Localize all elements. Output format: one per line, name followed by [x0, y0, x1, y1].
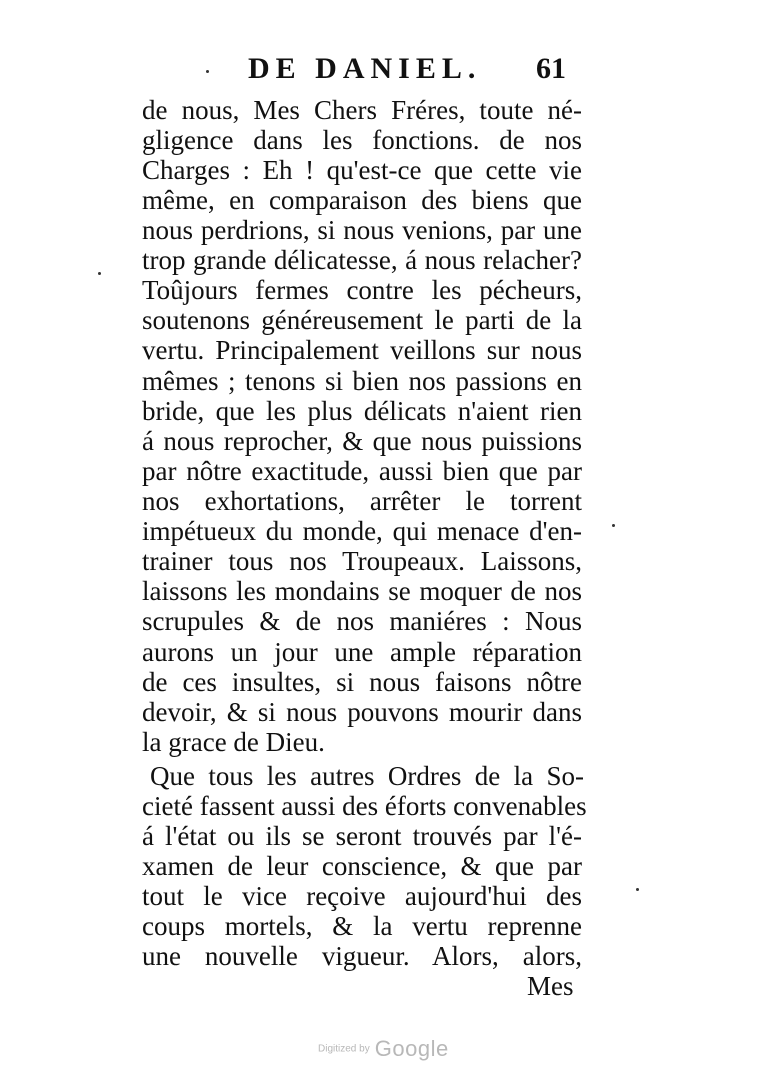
text-line: même, en comparaison des biens que — [142, 185, 582, 215]
text-line: mêmes ; tenons si bien nos passions en — [142, 366, 582, 396]
text-line: xamen de leur conscience, & que par — [142, 851, 582, 881]
catchword: Mes — [527, 971, 574, 1001]
running-title: DE DANIEL. — [248, 52, 482, 85]
text-line: Que tous les autres Ordres de la So- — [150, 761, 584, 791]
text-line: cieté fassent aussi des éforts convenables — [142, 791, 587, 821]
text-line: Charges : Eh ! qu'est-ce que cette vie — [142, 155, 582, 185]
google-logo: Google — [374, 1036, 449, 1061]
ink-speck — [612, 524, 615, 527]
text-line: vertu. Principalement veillons sur nous — [142, 335, 582, 365]
text-line: á l'état ou ils se seront trouvés par l'é- — [142, 821, 582, 851]
google-watermark — [318, 1036, 449, 1066]
text-line: nous perdrions, si nous venions, par une — [142, 215, 582, 245]
text-line: aurons un jour une ample réparation — [142, 637, 582, 667]
text-line: devoir, & si nous pouvons mourir dans — [142, 697, 582, 727]
text-line: soutenons généreusement le parti de la — [142, 305, 582, 335]
ink-speck — [206, 70, 209, 73]
text-line: trainer tous nos Troupeaux. Laissons, — [142, 546, 582, 576]
text-line: la grace de Dieu. — [142, 727, 325, 757]
running-head — [0, 50, 768, 90]
text-line: gligence dans les fonctions. de nos — [142, 125, 582, 155]
text-line: impétueux du monde, qui menace d'en- — [142, 516, 582, 546]
text-line: tout le vice reçoive aujourd'hui des — [142, 881, 582, 911]
page-number: 61 — [536, 52, 566, 85]
text-line: laissons les mondains se moquer de nos — [142, 576, 582, 606]
text-line: Toûjours fermes contre les pécheurs, — [142, 275, 582, 305]
text-line: coups mortels, & la vertu reprenne — [142, 911, 582, 941]
text-line: par nôtre exactitude, aussi bien que par — [142, 456, 582, 486]
text-line: scrupules & de nos maniéres : Nous — [142, 606, 582, 636]
text-line: á nous reprocher, & que nous puissions — [142, 426, 582, 456]
text-line: bride, que les plus délicats n'aient rien — [142, 396, 582, 426]
ink-speck — [636, 888, 639, 891]
text-line: une nouvelle vigueur. Alors, alors, — [142, 941, 582, 971]
text-line: trop grande délicatesse, á nous relacher? — [142, 245, 582, 275]
text-line: de ces insultes, si nous faisons nôtre — [142, 667, 582, 697]
watermark-prefix: Digitized by — [318, 1043, 370, 1055]
ink-speck — [98, 272, 101, 275]
text-line: de nous, Mes Chers Fréres, toute né- — [142, 95, 582, 125]
text-line: nos exhortations, arrêter le torrent — [142, 486, 582, 516]
